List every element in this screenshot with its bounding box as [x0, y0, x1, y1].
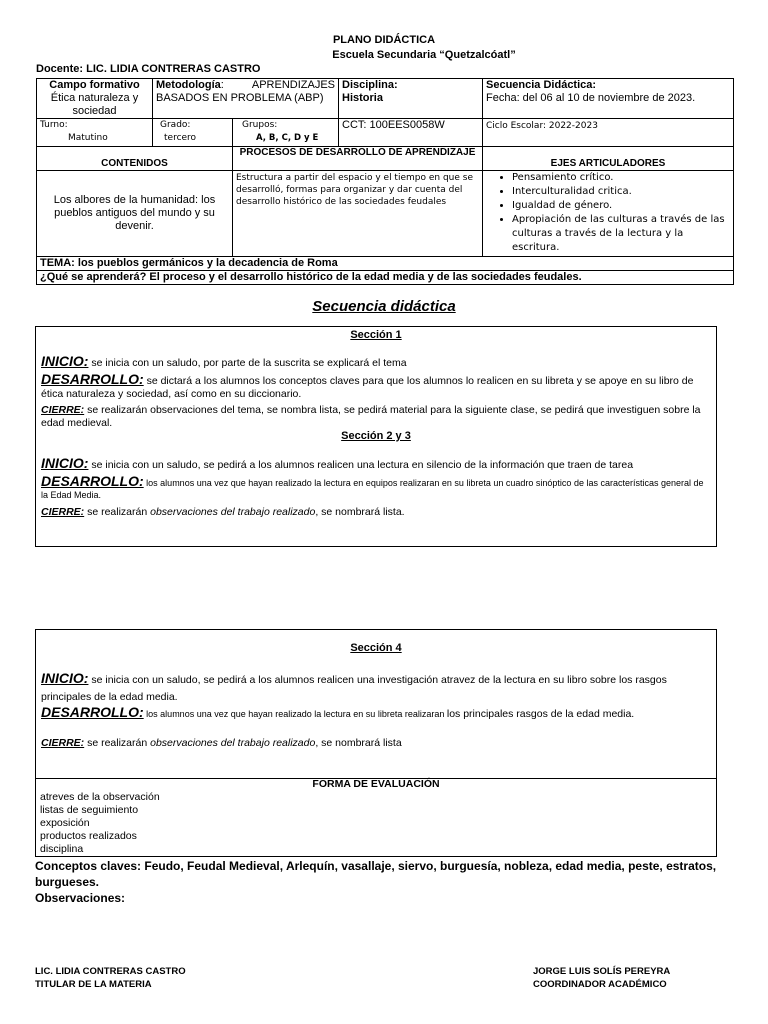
section-1-heading: Sección 1 [350, 329, 402, 341]
que-row: ¿Qué se aprenderá? El proceso y el desarrollo histórico de la edad media y de las sociedades feudales. [37, 271, 734, 285]
teacher-name: Docente: LIC. LIDIA CONTRERAS CASTRO [36, 63, 261, 75]
evaluation-item: exposición [40, 817, 90, 829]
secuencia-label: Secuencia Didáctica: [486, 79, 597, 91]
key-concepts: Conceptos claves: Feudo, Feudal Medieval, Arlequín, vasallaje, siervo, burguesía, nobleza, edad media, peste, estratos, burgueses. [35, 859, 717, 889]
turno-value: Matutino [68, 133, 108, 143]
disciplina-cell [339, 79, 483, 119]
contenidos-text: Los albores de la humanidad: los pueblos antiguos del mundo y su devenir. [37, 171, 233, 257]
sequence-box-1 [35, 326, 717, 547]
grupos-cell [233, 119, 339, 147]
sequence-box-2 [35, 629, 717, 857]
s4-desarrollo-small: los alumnos una vez que hayan realizado la lectura en su libreta realizaran [143, 709, 447, 719]
s23-cierre-pre: se realizarán [84, 506, 151, 518]
cct-value: CCT: 100EES0058W [342, 119, 445, 131]
evaluation-heading: FORMA DE EVALUACIÓN [312, 778, 440, 790]
grupos-value: A, B, C, D y E [256, 133, 319, 143]
evaluation-item: atreves de la observación [40, 791, 160, 803]
cierre-label: CIERRE: [41, 506, 85, 518]
campo-label: Campo formativo [49, 79, 140, 91]
s23-inicio [41, 457, 710, 472]
info-table [36, 78, 734, 285]
evaluation-item: productos realizados [40, 830, 137, 842]
s4-inicio-text: se inicia con un saludo, se pedirá a los alumnos realicen una investigación atravez de la lectura en su libro sobre los rasgos principales de la edad media. [41, 674, 667, 703]
ejes-list [486, 171, 730, 255]
ejes-item: • Igualdad de género. [512, 199, 730, 213]
cierre-label: CIERRE: [41, 737, 85, 749]
grupos-label: Grupos: [242, 120, 278, 130]
ejes-item: • Pensamiento crítico. [512, 171, 730, 185]
sequence-title: Secuencia didáctica [312, 298, 456, 315]
evaluation-item: listas de seguimiento [40, 804, 139, 816]
ejes-header: EJES ARTICULADORES [483, 147, 734, 171]
s4-cierre [41, 737, 710, 750]
ciclo-cell [483, 119, 734, 147]
s1-inicio [41, 355, 710, 370]
signature-left-name: LIC. LIDIA CONTRERAS CASTRO [35, 966, 186, 977]
metodologia-cell [153, 79, 339, 119]
s4-desarrollo [41, 706, 710, 721]
ejes-item: • Apropiación de las culturas a través de las culturas a través de la lectura y la escritura. [512, 213, 730, 255]
s23-inicio-text: se inicia con un saludo, se pedirá a los alumnos realicen una lectura en silencio de la información que traen de tarea [88, 459, 634, 471]
desarrollo-label: DESARROLLO: [41, 371, 144, 387]
signature-right [533, 965, 670, 991]
campo-cell [37, 79, 153, 119]
s1-desarrollo [41, 373, 710, 401]
s4-inicio [41, 670, 710, 706]
metodologia-label: Metodología [156, 79, 221, 91]
s1-cierre [41, 404, 710, 430]
s4-cierre-italic: observaciones del trabajo realizado [150, 737, 316, 749]
metodologia-value: : APRENDIZAJES BASADOS EN PROBLEMA (ABP) [156, 79, 335, 104]
turno-cell [37, 119, 153, 147]
secuencia-cell [483, 79, 734, 119]
cierre-label: CIERRE: [41, 404, 85, 416]
secuencia-value: Fecha: del 06 al 10 de noviembre de 2023. [486, 92, 696, 104]
s23-desarrollo-text: los alumnos una vez que hayan realizado la lectura en equipos realizaran en su libreta un cuadro sinóptico de las características general de la Edad Media. [41, 478, 704, 500]
disciplina-value: Historia [342, 92, 383, 104]
cct-cell [339, 119, 483, 147]
inicio-label: INICIO: [41, 353, 89, 369]
evaluation-item: disciplina [40, 843, 84, 855]
grado-label: Grado: [160, 120, 191, 130]
s1-inicio-text: se inicia con un saludo, por parte de la suscrita se explicará el tema [88, 357, 407, 369]
campo-value: Ética naturaleza y sociedad [50, 92, 139, 117]
section-4-heading: Sección 4 [350, 642, 402, 654]
desarrollo-label: DESARROLLO: [41, 473, 144, 489]
s23-cierre [41, 506, 710, 519]
s1-desarrollo-text: se dictará a los alumnos los conceptos claves para que los alumnos lo realicen en su libreta y se apoye en su libro de ética naturaleza y sociedad, así como en su diccionario. [41, 375, 694, 400]
s4-cierre-pre: se realizarán [84, 737, 151, 749]
procesos-header: PROCESOS DE DESARROLLO DE APRENDIZAJE [233, 147, 483, 171]
s4-cierre-post: , se nombrará lista [315, 737, 402, 749]
s1-cierre-text: se realizarán observaciones del tema, se nombra lista, se pedirá material para la siguiente clase, se pedirá que investiguen sobre la edad medieval. [41, 404, 701, 429]
disciplina-label: Disciplina: [342, 79, 398, 91]
tema-row: TEMA: los pueblos germánicos y la decadencia de Roma [37, 257, 734, 271]
s23-cierre-italic: observaciones del trabajo realizado [150, 506, 316, 518]
school-name: Escuela Secundaria “Quetzalcóatl” [332, 49, 516, 61]
inicio-label: INICIO: [41, 670, 89, 686]
signature-right-role: COORDINADOR ACADÉMICO [533, 979, 667, 990]
section-23-heading: Sección 2 y 3 [341, 430, 411, 442]
grado-value: tercero [164, 133, 197, 143]
grado-cell [153, 119, 233, 147]
signature-left-role: TITULAR DE LA MATERIA [35, 979, 152, 990]
evaluation-list [40, 791, 160, 856]
ejes-item: • Interculturalidad critica. [512, 185, 730, 199]
signature-left [35, 965, 186, 991]
observations-label: Observaciones: [35, 891, 126, 905]
s23-desarrollo [41, 475, 710, 501]
contenidos-header: CONTENIDOS [37, 147, 233, 171]
s4-desarrollo-rest: los principales rasgos de la edad media. [446, 708, 635, 720]
document-title: PLANO DIDÁCTICA [332, 34, 436, 46]
ciclo-value: Ciclo Escolar: 2022-2023 [486, 121, 598, 131]
procesos-text: Estructura a partir del espacio y el tiempo en que se desarrolló, formas para organizar y dar cuenta del desarrollo histórico de las sociedades feudales [233, 171, 483, 257]
desarrollo-label: DESARROLLO: [41, 704, 144, 720]
inicio-label: INICIO: [41, 455, 89, 471]
signature-right-name: JORGE LUIS SOLÍS PEREYRA [533, 966, 671, 977]
ejes-cell [483, 171, 734, 257]
turno-label: Turno: [40, 120, 68, 130]
s23-cierre-post: , se nombrará lista. [315, 506, 405, 518]
